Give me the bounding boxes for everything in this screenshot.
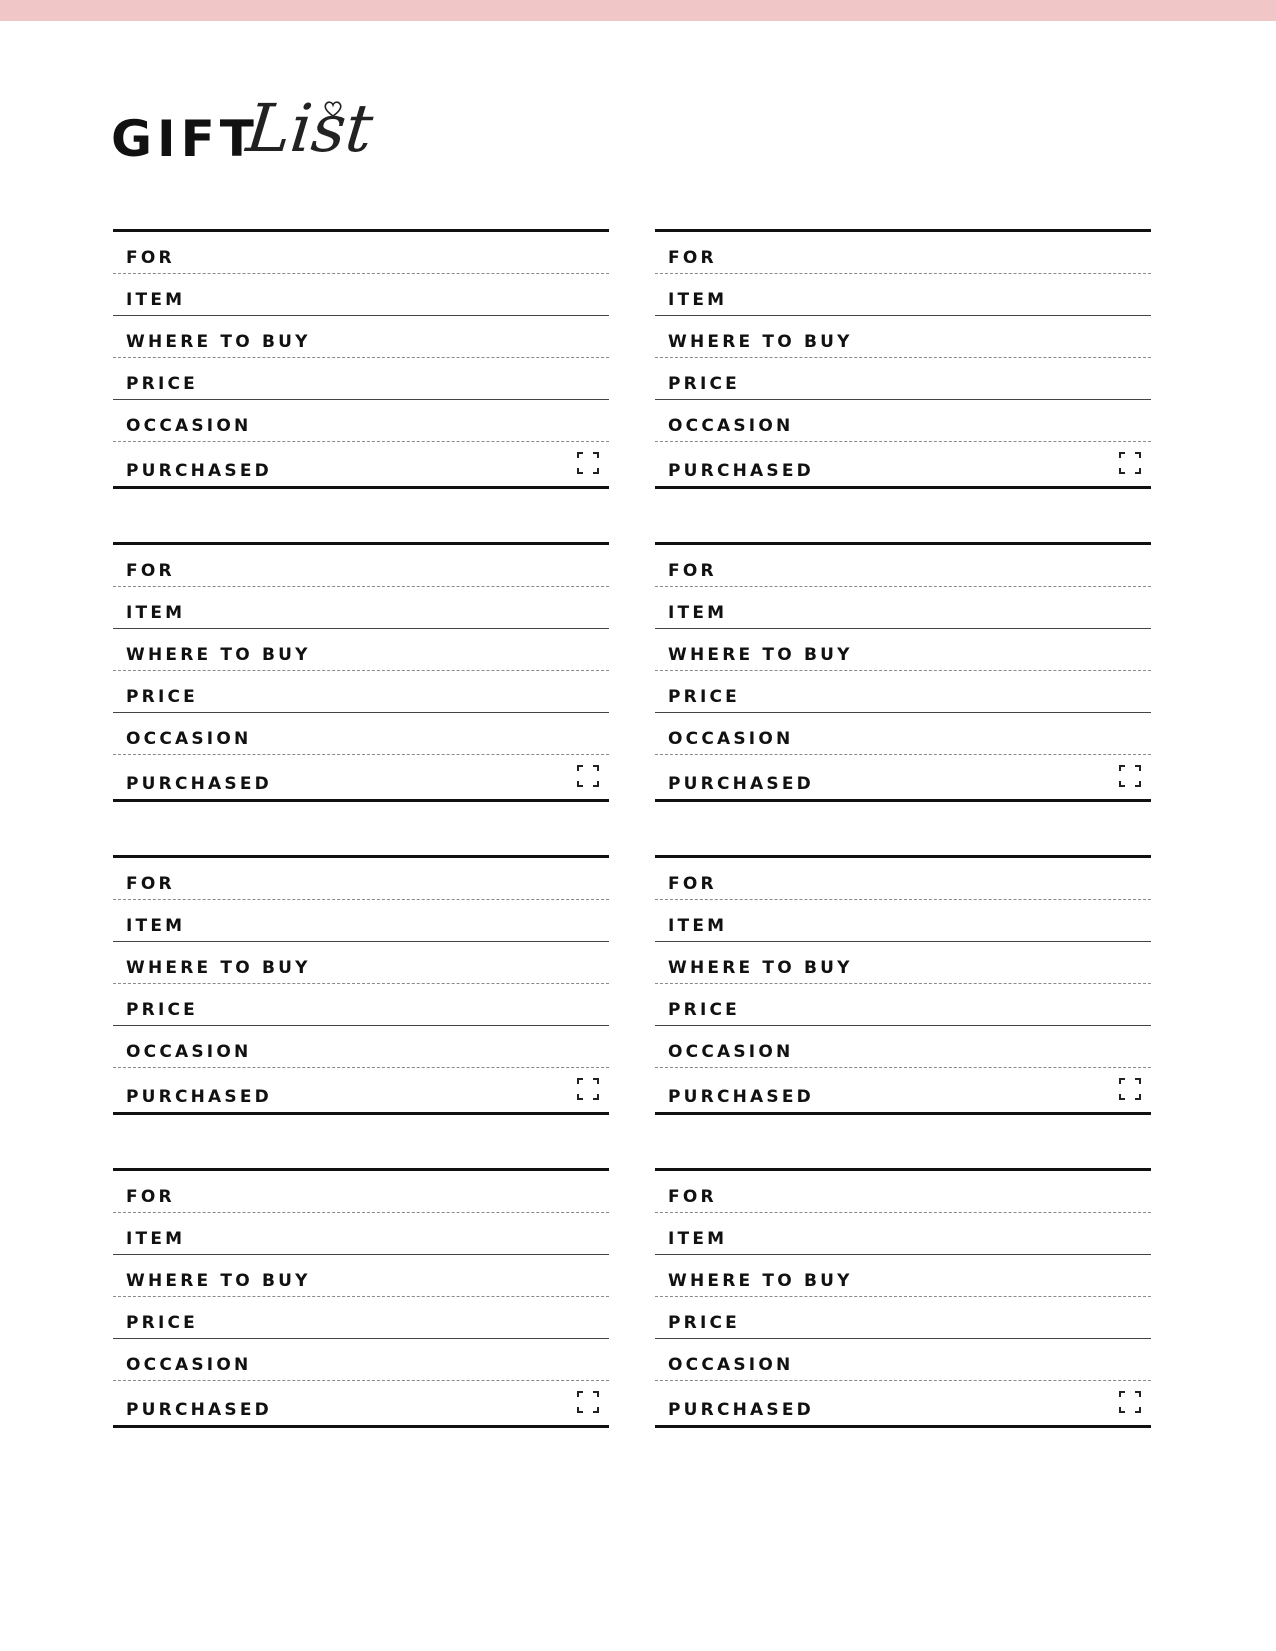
field-label-where-to-buy: WHERE TO BUY — [668, 958, 853, 978]
field-label-item: ITEM — [668, 1229, 728, 1249]
field-row-occasion[interactable] — [113, 713, 609, 755]
field-label-price: PRICE — [668, 687, 740, 707]
field-label-where-to-buy: WHERE TO BUY — [668, 645, 853, 665]
field-row-for[interactable] — [655, 1171, 1151, 1213]
gift-card-7 — [113, 1168, 609, 1428]
field-row-where-to-buy[interactable] — [655, 1255, 1151, 1297]
field-row-occasion[interactable] — [655, 1339, 1151, 1381]
field-label-price: PRICE — [126, 1313, 198, 1333]
field-row-price[interactable] — [655, 671, 1151, 713]
field-row-item[interactable] — [113, 1213, 609, 1255]
gift-card-6 — [655, 855, 1151, 1115]
field-row-occasion[interactable] — [655, 400, 1151, 442]
gift-card-8 — [655, 1168, 1151, 1428]
field-label-occasion: OCCASION — [126, 1042, 252, 1062]
purchased-checkbox-icon[interactable] — [1119, 452, 1141, 474]
field-row-for[interactable] — [113, 232, 609, 274]
field-row-price[interactable] — [655, 1297, 1151, 1339]
field-label-item: ITEM — [668, 603, 728, 623]
purchased-checkbox-icon[interactable] — [577, 1391, 599, 1413]
field-label-for: FOR — [668, 561, 717, 581]
heart-icon — [323, 100, 343, 118]
field-row-occasion[interactable] — [655, 1026, 1151, 1068]
field-row-where-to-buy[interactable] — [655, 942, 1151, 984]
field-row-price[interactable] — [113, 1297, 609, 1339]
purchased-checkbox-icon[interactable] — [1119, 1078, 1141, 1100]
field-label-for: FOR — [668, 874, 717, 894]
field-label-purchased: PURCHASED — [668, 774, 814, 794]
field-row-price[interactable] — [113, 358, 609, 400]
field-label-price: PRICE — [126, 687, 198, 707]
field-label-purchased: PURCHASED — [126, 461, 272, 481]
page-title — [111, 90, 411, 176]
field-row-purchased — [113, 755, 609, 799]
field-row-purchased — [113, 442, 609, 486]
field-label-where-to-buy: WHERE TO BUY — [126, 645, 311, 665]
purchased-checkbox-icon[interactable] — [1119, 1391, 1141, 1413]
field-row-item[interactable] — [113, 274, 609, 316]
gift-card-4 — [655, 542, 1151, 802]
field-label-purchased: PURCHASED — [668, 1400, 814, 1420]
field-row-for[interactable] — [655, 858, 1151, 900]
title-script-text: List — [243, 90, 377, 167]
gift-card-3 — [113, 542, 609, 802]
field-label-for: FOR — [126, 1187, 175, 1207]
gift-card-2 — [655, 229, 1151, 489]
purchased-checkbox-icon[interactable] — [577, 1078, 599, 1100]
field-label-price: PRICE — [126, 1000, 198, 1020]
field-label-purchased: PURCHASED — [126, 1087, 272, 1107]
field-label-where-to-buy: WHERE TO BUY — [668, 1271, 853, 1291]
field-label-item: ITEM — [126, 916, 186, 936]
field-label-price: PRICE — [668, 374, 740, 394]
purchased-checkbox-icon[interactable] — [577, 765, 599, 787]
field-label-occasion: OCCASION — [126, 729, 252, 749]
field-row-price[interactable] — [655, 984, 1151, 1026]
field-row-item[interactable] — [113, 587, 609, 629]
field-label-where-to-buy: WHERE TO BUY — [126, 1271, 311, 1291]
field-label-item: ITEM — [668, 290, 728, 310]
field-row-purchased — [655, 1381, 1151, 1425]
field-label-item: ITEM — [126, 1229, 186, 1249]
field-row-purchased — [655, 755, 1151, 799]
field-label-price: PRICE — [668, 1000, 740, 1020]
field-row-occasion[interactable] — [113, 1026, 609, 1068]
field-row-for[interactable] — [113, 1171, 609, 1213]
field-label-occasion: OCCASION — [126, 1355, 252, 1375]
field-row-purchased — [113, 1381, 609, 1425]
field-row-item[interactable] — [655, 1213, 1151, 1255]
field-label-for: FOR — [668, 248, 717, 268]
field-row-where-to-buy[interactable] — [113, 1255, 609, 1297]
field-label-price: PRICE — [668, 1313, 740, 1333]
field-row-price[interactable] — [113, 984, 609, 1026]
field-label-item: ITEM — [668, 916, 728, 936]
field-row-item[interactable] — [655, 900, 1151, 942]
field-label-purchased: PURCHASED — [668, 1087, 814, 1107]
field-row-purchased — [655, 442, 1151, 486]
field-row-occasion[interactable] — [113, 400, 609, 442]
field-row-purchased — [113, 1068, 609, 1112]
field-row-price[interactable] — [655, 358, 1151, 400]
field-row-for[interactable] — [655, 545, 1151, 587]
field-row-where-to-buy[interactable] — [113, 629, 609, 671]
field-label-occasion: OCCASION — [126, 416, 252, 436]
purchased-checkbox-icon[interactable] — [577, 452, 599, 474]
field-label-purchased: PURCHASED — [668, 461, 814, 481]
title-main-text: GIFT — [111, 110, 259, 168]
field-label-where-to-buy: WHERE TO BUY — [126, 958, 311, 978]
field-label-where-to-buy: WHERE TO BUY — [668, 332, 853, 352]
field-row-where-to-buy[interactable] — [113, 942, 609, 984]
field-row-item[interactable] — [655, 274, 1151, 316]
gift-card-5 — [113, 855, 609, 1115]
field-row-for[interactable] — [655, 232, 1151, 274]
field-label-purchased: PURCHASED — [126, 774, 272, 794]
field-row-purchased — [655, 1068, 1151, 1112]
field-label-for: FOR — [668, 1187, 717, 1207]
field-label-where-to-buy: WHERE TO BUY — [126, 332, 311, 352]
field-row-item[interactable] — [113, 900, 609, 942]
field-row-where-to-buy[interactable] — [655, 316, 1151, 358]
gift-card-1 — [113, 229, 609, 489]
field-label-occasion: OCCASION — [668, 729, 794, 749]
field-label-occasion: OCCASION — [668, 1355, 794, 1375]
field-row-occasion[interactable] — [655, 713, 1151, 755]
field-label-for: FOR — [126, 248, 175, 268]
field-label-purchased: PURCHASED — [126, 1400, 272, 1420]
field-label-occasion: OCCASION — [668, 1042, 794, 1062]
field-label-for: FOR — [126, 874, 175, 894]
field-row-item[interactable] — [655, 587, 1151, 629]
field-label-occasion: OCCASION — [668, 416, 794, 436]
field-row-for[interactable] — [113, 858, 609, 900]
top-accent-bar — [0, 0, 1276, 21]
field-label-item: ITEM — [126, 290, 186, 310]
field-label-price: PRICE — [126, 374, 198, 394]
field-label-for: FOR — [126, 561, 175, 581]
field-row-where-to-buy[interactable] — [113, 316, 609, 358]
purchased-checkbox-icon[interactable] — [1119, 765, 1141, 787]
field-row-where-to-buy[interactable] — [655, 629, 1151, 671]
field-row-for[interactable] — [113, 545, 609, 587]
field-label-item: ITEM — [126, 603, 186, 623]
field-row-occasion[interactable] — [113, 1339, 609, 1381]
field-row-price[interactable] — [113, 671, 609, 713]
